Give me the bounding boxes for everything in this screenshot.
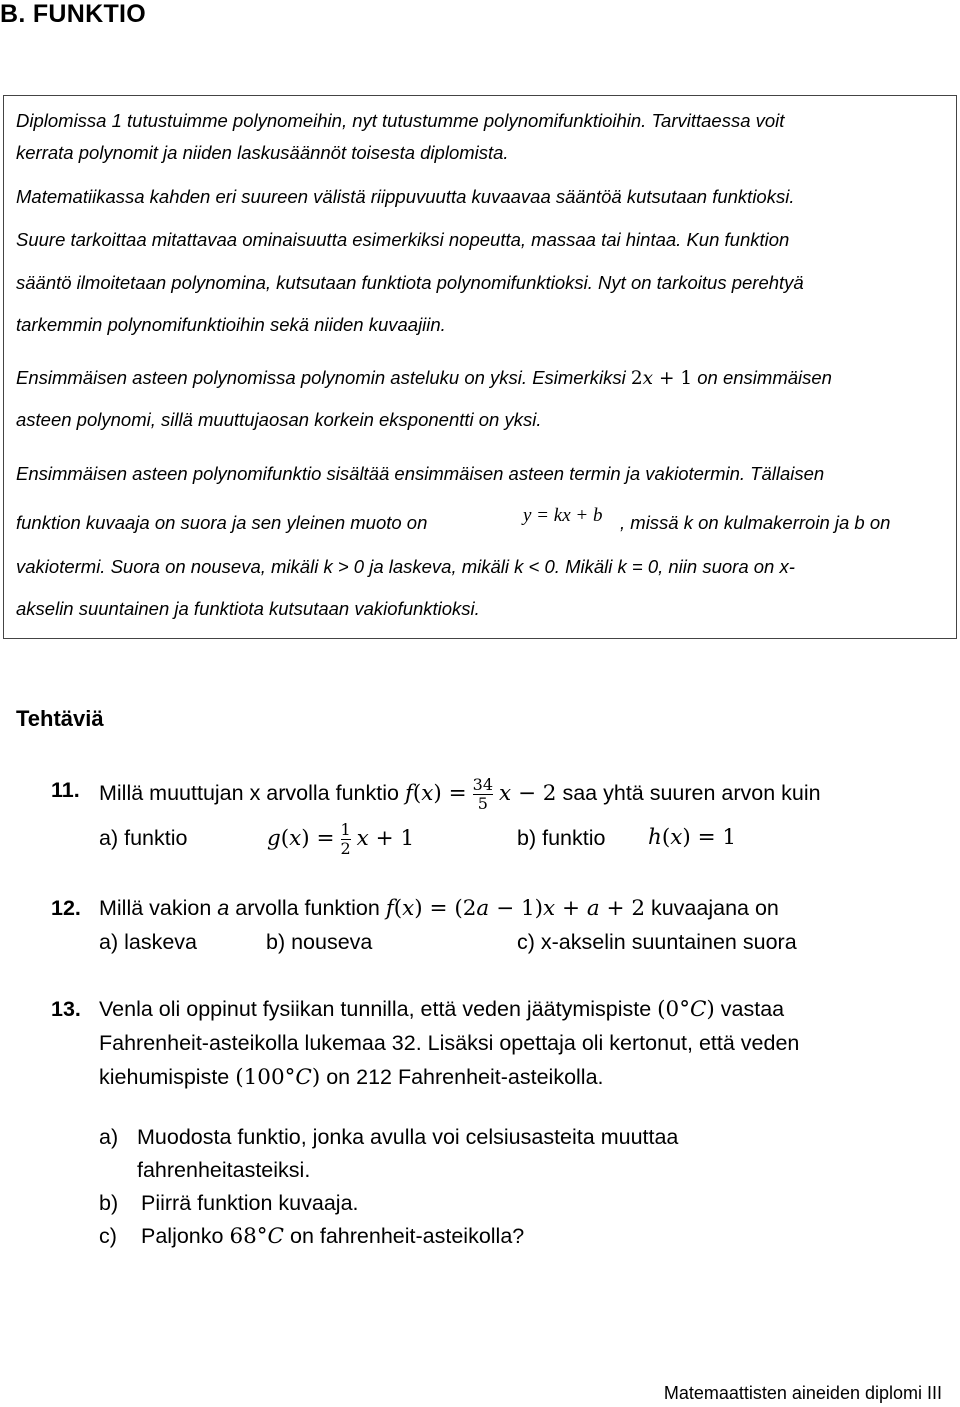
q11-f-rhs: 𝑥 − 2 — [498, 781, 557, 806]
q12-number: 12. — [51, 896, 81, 920]
intro-line-2: kerrata polynomit ja niiden laskusäännöt toisesta diplomista. — [16, 142, 509, 163]
q12-c: c) x-akselin suuntainen suora — [517, 930, 797, 954]
intro-line-5: sääntö ilmoitetaan polynomina, kutsutaan funktiota polynomifunktioksi. Nyt on tarkoitus perehtyä — [16, 272, 804, 293]
q11-f-fraction: $\frac{34}{5}$ — [472, 774, 493, 813]
intro-line-8: asteen polynomi, sillä muuttujaosan korkein eksponentti on yksi. — [16, 409, 542, 430]
math-2x-plus-1: 2𝑥 + 1 — [630, 368, 693, 389]
q12-b: b) nouseva — [266, 930, 373, 954]
intro-line-11: vakiotermi. Suora on nouseva, mikäli k > 0 ja laskeva, mikäli k < 0. Mikäli k = 0, niin suora on x- — [16, 556, 795, 577]
q13-b-label: b) — [99, 1191, 119, 1215]
q12-a: a) laskeva — [99, 930, 197, 954]
q11-h-function: ℎ(𝑥) = 1 — [648, 825, 737, 850]
q12-function: 𝑓(𝑥) = (2𝑎 − 1)𝑥 + 𝑎 + 2 — [385, 896, 645, 921]
math-line-equation: y = kx + b — [523, 505, 603, 526]
footer: Matemaattisten aineiden diplomi III — [663, 1383, 942, 1403]
q13-c-text: Paljonko 68°𝐶 on fahrenheit-asteikolla? — [141, 1224, 525, 1249]
q13-c-label: c) — [99, 1224, 117, 1248]
q11-line: Millä muuttujan x arvolla funktio 𝑓(𝑥) = $\frac{34}{5}$ 𝑥 − 2 saa yhtä suuren arvon kuin — [99, 774, 821, 813]
q11-number: 11. — [51, 778, 80, 802]
intro-line-1: Diplomissa 1 tutustuimme polynomeihin, nyt tutustumme polynomifunktioihin. Tarvittaessa voit — [16, 110, 785, 131]
q13-b-text: Piirrä funktion kuvaaja. — [141, 1191, 359, 1215]
q11-g-fraction: $\frac{1}{2}$ — [340, 819, 351, 858]
intro-line-3: Matematiikassa kahden eri suureen välistä riippuvuutta kuvaavaa sääntöä kutsutaan funktioksi. — [16, 186, 795, 207]
q12-line: Millä vakion a arvolla funktion 𝑓(𝑥) = (2𝑎 − 1)𝑥 + 𝑎 + 2 kuvaajana on — [99, 896, 779, 921]
intro-line-6: tarkemmin polynomifunktioihin sekä niiden kuvaajiin. — [16, 314, 446, 335]
q11-g-function: 𝑔(𝑥) = $\frac{1}{2}$ 𝑥 + 1 — [267, 819, 415, 858]
q13-line-3: kiehumispiste (100°𝐶) on 212 Fahrenheit-asteikolla. — [99, 1065, 604, 1090]
intro-line-7: Ensimmäisen asteen polynomissa polynomin asteluku on yksi. Esimerkiksi 2𝑥 + 1 on ensimmäisen — [16, 367, 832, 389]
intro-line-10-tail: , missä k on kulmakerroin ja b on — [620, 512, 891, 533]
q13-a-label: a) — [99, 1125, 119, 1149]
q13-a-text-1: Muodosta funktio, jonka avulla voi celsiusasteita muuttaa — [137, 1125, 679, 1149]
intro-line-4: Suure tarkoittaa mitattavaa ominaisuutta esimerkiksi nopeutta, massaa tai hintaa. Kun funktion — [16, 229, 790, 250]
q13-line-1: Venla oli oppinut fysiikan tunnilla, että veden jäätymispiste (0°𝐶) vastaa — [99, 997, 785, 1022]
q13-line-2: Fahrenheit-asteikolla lukemaa 32. Lisäksi opettaja oli kertonut, että veden — [99, 1031, 800, 1055]
q11-a: a) funktio — [99, 826, 188, 850]
page-heading: B. FUNKTIO — [0, 0, 147, 28]
intro-line-9: Ensimmäisen asteen polynomifunktio sisältää ensimmäisen asteen termin ja vakiotermin. Tällaisen — [16, 463, 825, 484]
q13-a-text-2: fahrenheitasteiksi. — [137, 1158, 311, 1182]
q11-f-lhs: 𝑓(𝑥) = — [404, 781, 467, 806]
intro-line-10: funktion kuvaaja on suora ja sen yleinen muoto on — [16, 512, 428, 533]
q11-b: b) funktio — [517, 826, 606, 850]
tasks-title: Tehtäviä — [16, 706, 104, 731]
intro-line-12: akselin suuntainen ja funktiota kutsutaan vakiofunktioksi. — [16, 598, 480, 619]
q13-number: 13. — [51, 997, 81, 1021]
